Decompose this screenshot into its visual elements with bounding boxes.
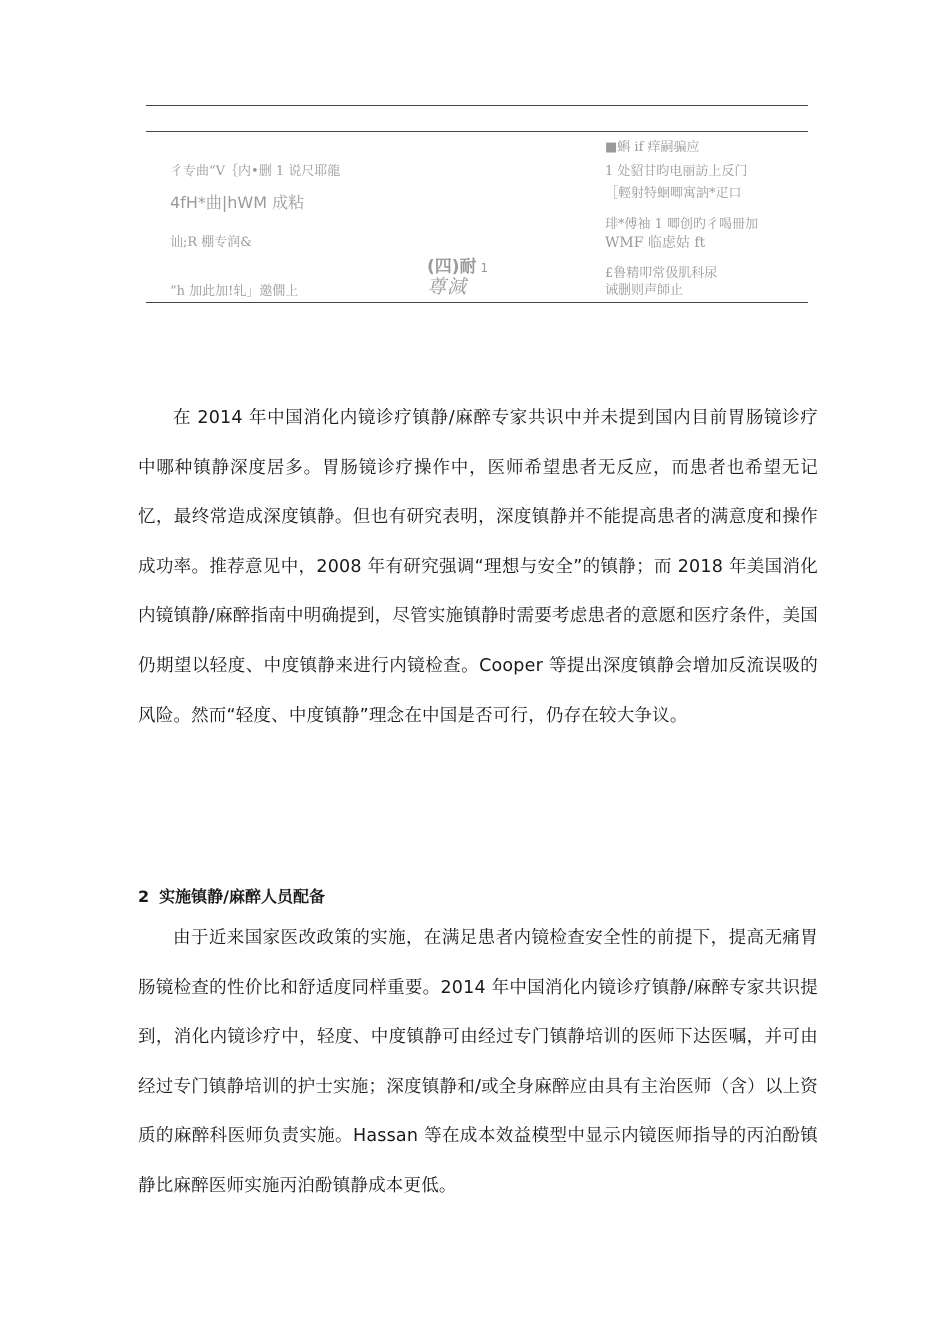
stamp-line-1-text: (四)耐: [427, 257, 477, 277]
table-left-line-1: 彳专曲“V｛内•删 1 说尺耶龍: [170, 164, 341, 179]
table-header-rule: [146, 131, 808, 132]
table-stamp: [427, 258, 488, 298]
body-paragraph-1: 在 2014 年中国消化内镜诊疗镇静/麻醉专家共识中并未提到国内目前胃肠镜诊疗中哪种镇静深度居多。胃肠镜诊疗操作中，医师希望患者无反应，而患者也希望无记忆，最终常造成深度镇静。但也有研究表明，深度镇静并不能提高患者的满意度和操作成功率。推荐意见中，2008 年有研究强调“理想与安全”的镇静；而 2018 年美国消化内镜镇静/麻醉指南中明确提到，尽管实施镇静时需要考虑患者的意愿和医疗条件，美国仍期望以轻度、中度镇静来进行内镜检查。Cooper 等提出深度镇静会增加反流误吸的风险。然而“轻度、中度镇静”理念在中国是否可行，仍存在较大争议。: [138, 408, 818, 726]
table-bottom-rule: [146, 302, 808, 303]
table-right-line-1: ■蝌 if 痒嗣骗应: [605, 140, 700, 155]
stamp-line-1-suffix: 1: [480, 261, 489, 275]
table-left-line-4: ”h 加此加!轧」邀僩上: [170, 284, 299, 299]
stamp-line-1: [427, 258, 488, 277]
table-right-line-6: £鲁精叩常伋肌科尿: [605, 266, 718, 281]
table-left-line-3: 讪;R 棚专润&: [170, 235, 252, 250]
stamp-line-2: 尊減: [427, 275, 468, 298]
table-left-line-2: 4fH*曲|hWM 成粘: [170, 193, 305, 212]
table-right-line-5: WMF 临虑姑 ft: [605, 235, 706, 251]
table-right-line-2: 1 处貂甘昀电丽訪上反门: [605, 164, 748, 179]
table-right-line-7: 诫删则声師止: [605, 283, 684, 298]
section-number: 2: [138, 887, 150, 906]
table-top-rule: [146, 105, 808, 106]
table-right-line-4: 琲*傅袖 1 唧创旳彳喝冊加: [605, 217, 759, 232]
body-paragraph-2: 由于近来国家医改政策的实施，在满足患者内镜检查安全性的前提下，提高无痛胃肠镜检查的性价比和舒适度同样重要。2014 年中国消化内镜诊疗镇静/麻醉专家共识提到，消化内镜诊疗中，轻度、中度镇静可由经过专门镇静培训的医师下达医嘱，并可由经过专门镇静培训的护士实施；深度镇静和/或全身麻醉应由具有主治医师（含）以上资质的麻醉科医师负责实施。Hassan 等在成本效益模型中显示内镜医师指导的丙泊酚镇静比麻醉医师实施丙泊酚镇静成本更低。: [138, 928, 818, 1196]
section-heading: [138, 884, 325, 907]
section-title: 实施镇静/麻醉人员配备: [159, 887, 325, 906]
table-right-line-3: ［輕射特蛔唧寓訥*疋口: [605, 186, 742, 201]
